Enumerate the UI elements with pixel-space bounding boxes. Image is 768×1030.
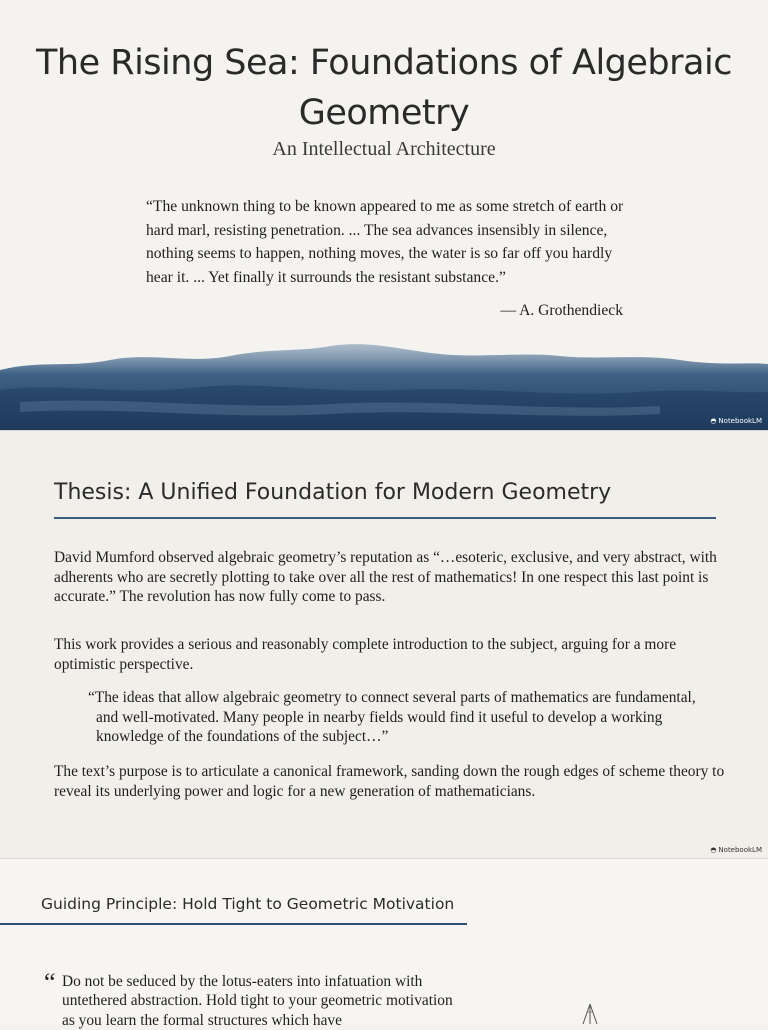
slide-subtitle: An Intellectual Architecture: [272, 138, 496, 160]
notebooklm-logo: [710, 846, 762, 854]
title-underline: [0, 923, 467, 925]
paragraph: The text’s purpose is to articulate a canonical framework, sanding down the rough edges of scheme theory to reveal its underlying power and logic for a new generation of mathematicians.: [54, 763, 725, 800]
block-quote: “The ideas that allow algebraic geometry to connect several parts of mathematics are fundamental, and well-motivated. Many people in nearby fields would find it useful to develop a working knowledge of the foundations of the subject…”: [88, 689, 696, 745]
sailboat-sketch-icon: [560, 990, 620, 1024]
notebooklm-icon: ◓: [710, 417, 717, 425]
slide-title: The Rising Sea: Foundations of Algebraic Geometry: [36, 43, 732, 133]
principle-quote: Do not be seduced by the lotus-eaters into infatuation with untethered abstraction. Hold tight to your geometric motivation as you learn the formal structures which have: [62, 973, 453, 1029]
paragraph: David Mumford observed algebraic geometry’s reputation as “…esoteric, exclusive, and very abstract, with adherents who are secretly plotting to take over all the rest of mathematics! In one respect this last point is accurate.” The revolution has now fully come to pass.: [54, 549, 717, 605]
paragraph: This work provides a serious and reasonably complete introduction to the subject, arguing for a more optimistic perspective.: [54, 636, 677, 673]
watercolor-sea-illustration: [0, 330, 768, 430]
slide-title: Thesis: A Unified Foundation for Modern Geometry: [54, 480, 612, 505]
title-underline: [54, 517, 716, 519]
notebooklm-icon: ◓: [710, 846, 717, 854]
epigraph-quote: “The unknown thing to be known appeared to me as some stretch of earth or hard marl, resisting penetration. ... The sea advances insensibly in silence, nothing seems to happen, nothing moves, the water is so far off you hardly hear it. ... Yet finally it surrounds the resistant substance.”: [146, 198, 624, 286]
quote-mark: “: [44, 968, 56, 997]
quote-attribution: — A. Grothendieck: [500, 302, 623, 319]
brand-label: NotebookLM: [718, 417, 762, 425]
notebooklm-logo: [710, 417, 762, 425]
title-slide: [0, 0, 768, 430]
slide-title: Guiding Principle: Hold Tight to Geometric Motivation: [41, 895, 455, 913]
brand-label: NotebookLM: [718, 846, 762, 854]
